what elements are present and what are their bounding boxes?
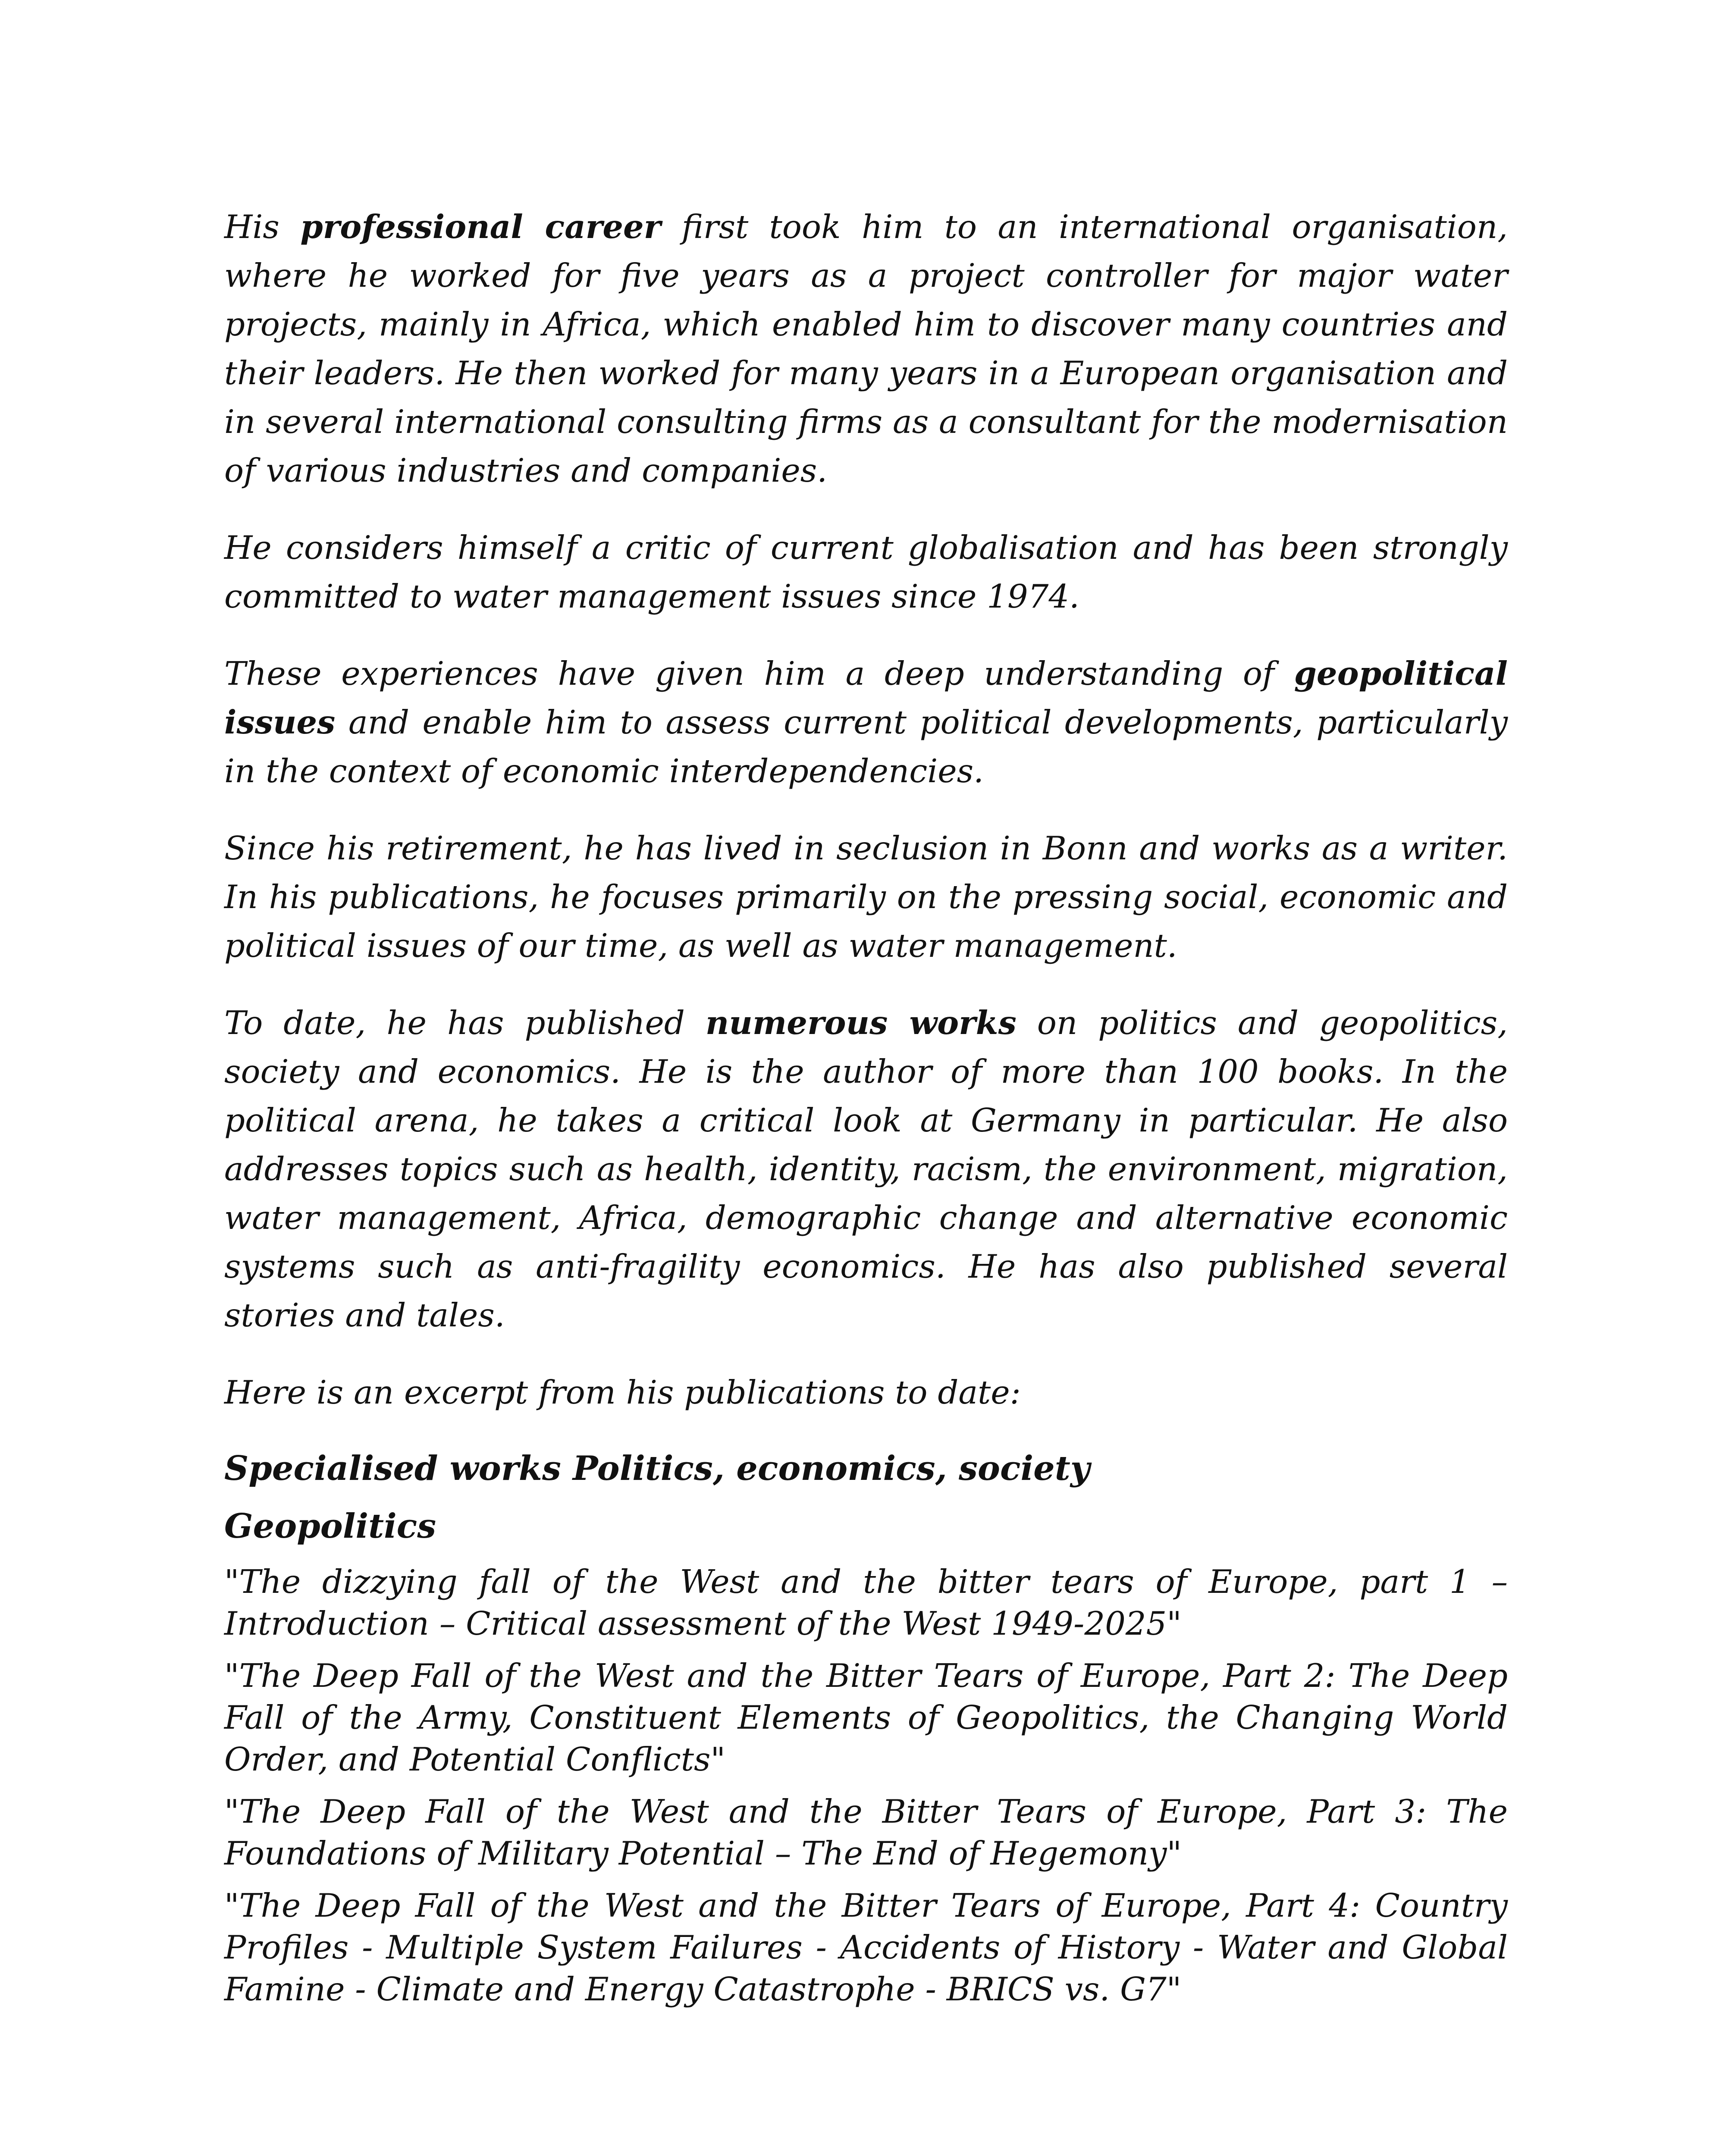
book-title: "The Deep Fall of the West and the Bitter Tears of Europe, Part 4: Country Profiles - Multiple System Failures - Accidents of History - Water and Global Famine - Climate and Energy Catastrophe - BRICS vs. G7" — [224, 1887, 1508, 2008]
subsection-heading: Geopolitics — [224, 1507, 436, 1546]
paragraph-text: To date, he has published — [224, 1004, 706, 1042]
paragraph-text: Since his retirement, he has lived in seclusion in Bonn and works as a writer. In his publications, he focuses primarily on the pressing social, economic and political issues of our time, as well as water management. — [224, 829, 1508, 965]
paragraph-career — [224, 203, 1508, 495]
bold-phrase: numerous works — [705, 1004, 1017, 1042]
paragraph-globalisation — [224, 523, 1508, 621]
paragraph-text: His — [224, 208, 301, 246]
paragraph-text: Here is an excerpt from his publications to date: — [224, 1373, 1021, 1411]
page-content — [224, 203, 1508, 2021]
paragraph-works — [224, 999, 1508, 1340]
paragraph-text: first took him to an international organisation, where he worked for five years as a project controller for major water projects, mainly in Africa, which enabled him to discover many countries and their leaders. He then worked for many years in a European organisation and in several international consulting firms as a consultant for the modernisation of various industries and companies. — [224, 208, 1508, 489]
paragraph-excerpt-intro — [224, 1368, 1508, 1417]
bold-phrase: professional career — [300, 208, 661, 246]
section-heading: Specialised works Politics, economics, society — [224, 1449, 1090, 1488]
bold-phrase: geopolitical issues — [224, 655, 1508, 741]
paragraph-retirement — [224, 824, 1508, 970]
paragraph-text: on politics and geopolitics, society and economics. He is the author of more than 100 books. In the political arena, he takes a critical look at Germany in particular. He also addresses topics such as health, identity, racism, the environment, migration, water management, Africa, demographic change and alternative economic systems such as anti-fragility economics. He has also published several stories and tales. — [224, 1004, 1508, 1334]
book-title: "The Deep Fall of the West and the Bitter Tears of Europe, Part 3: The Foundations of Military Potential – The End of Hegemony" — [224, 1792, 1508, 1872]
book-title: "The Deep Fall of the West and the Bitter Tears of Europe, Part 2: The Deep Fall of the Army, Constituent Elements of Geopolitics, the Changing World Order, and Potential Conflicts" — [224, 1657, 1508, 1778]
book-title: "The dizzying fall of the West and the bitter tears of Europe, part 1 – Introduction – Critical assessment of the West 1949-2025" — [224, 1563, 1508, 1642]
paragraph-text: and enable him to assess current political developments, particularly in the context of economic interdependencies. — [224, 703, 1508, 790]
paragraph-text: He considers himself a critic of current globalisation and has been strongly committed to water management issues since 1974. — [224, 529, 1508, 615]
paragraph-experiences — [224, 649, 1508, 796]
paragraph-text: These experiences have given him a deep understanding of — [224, 655, 1294, 693]
